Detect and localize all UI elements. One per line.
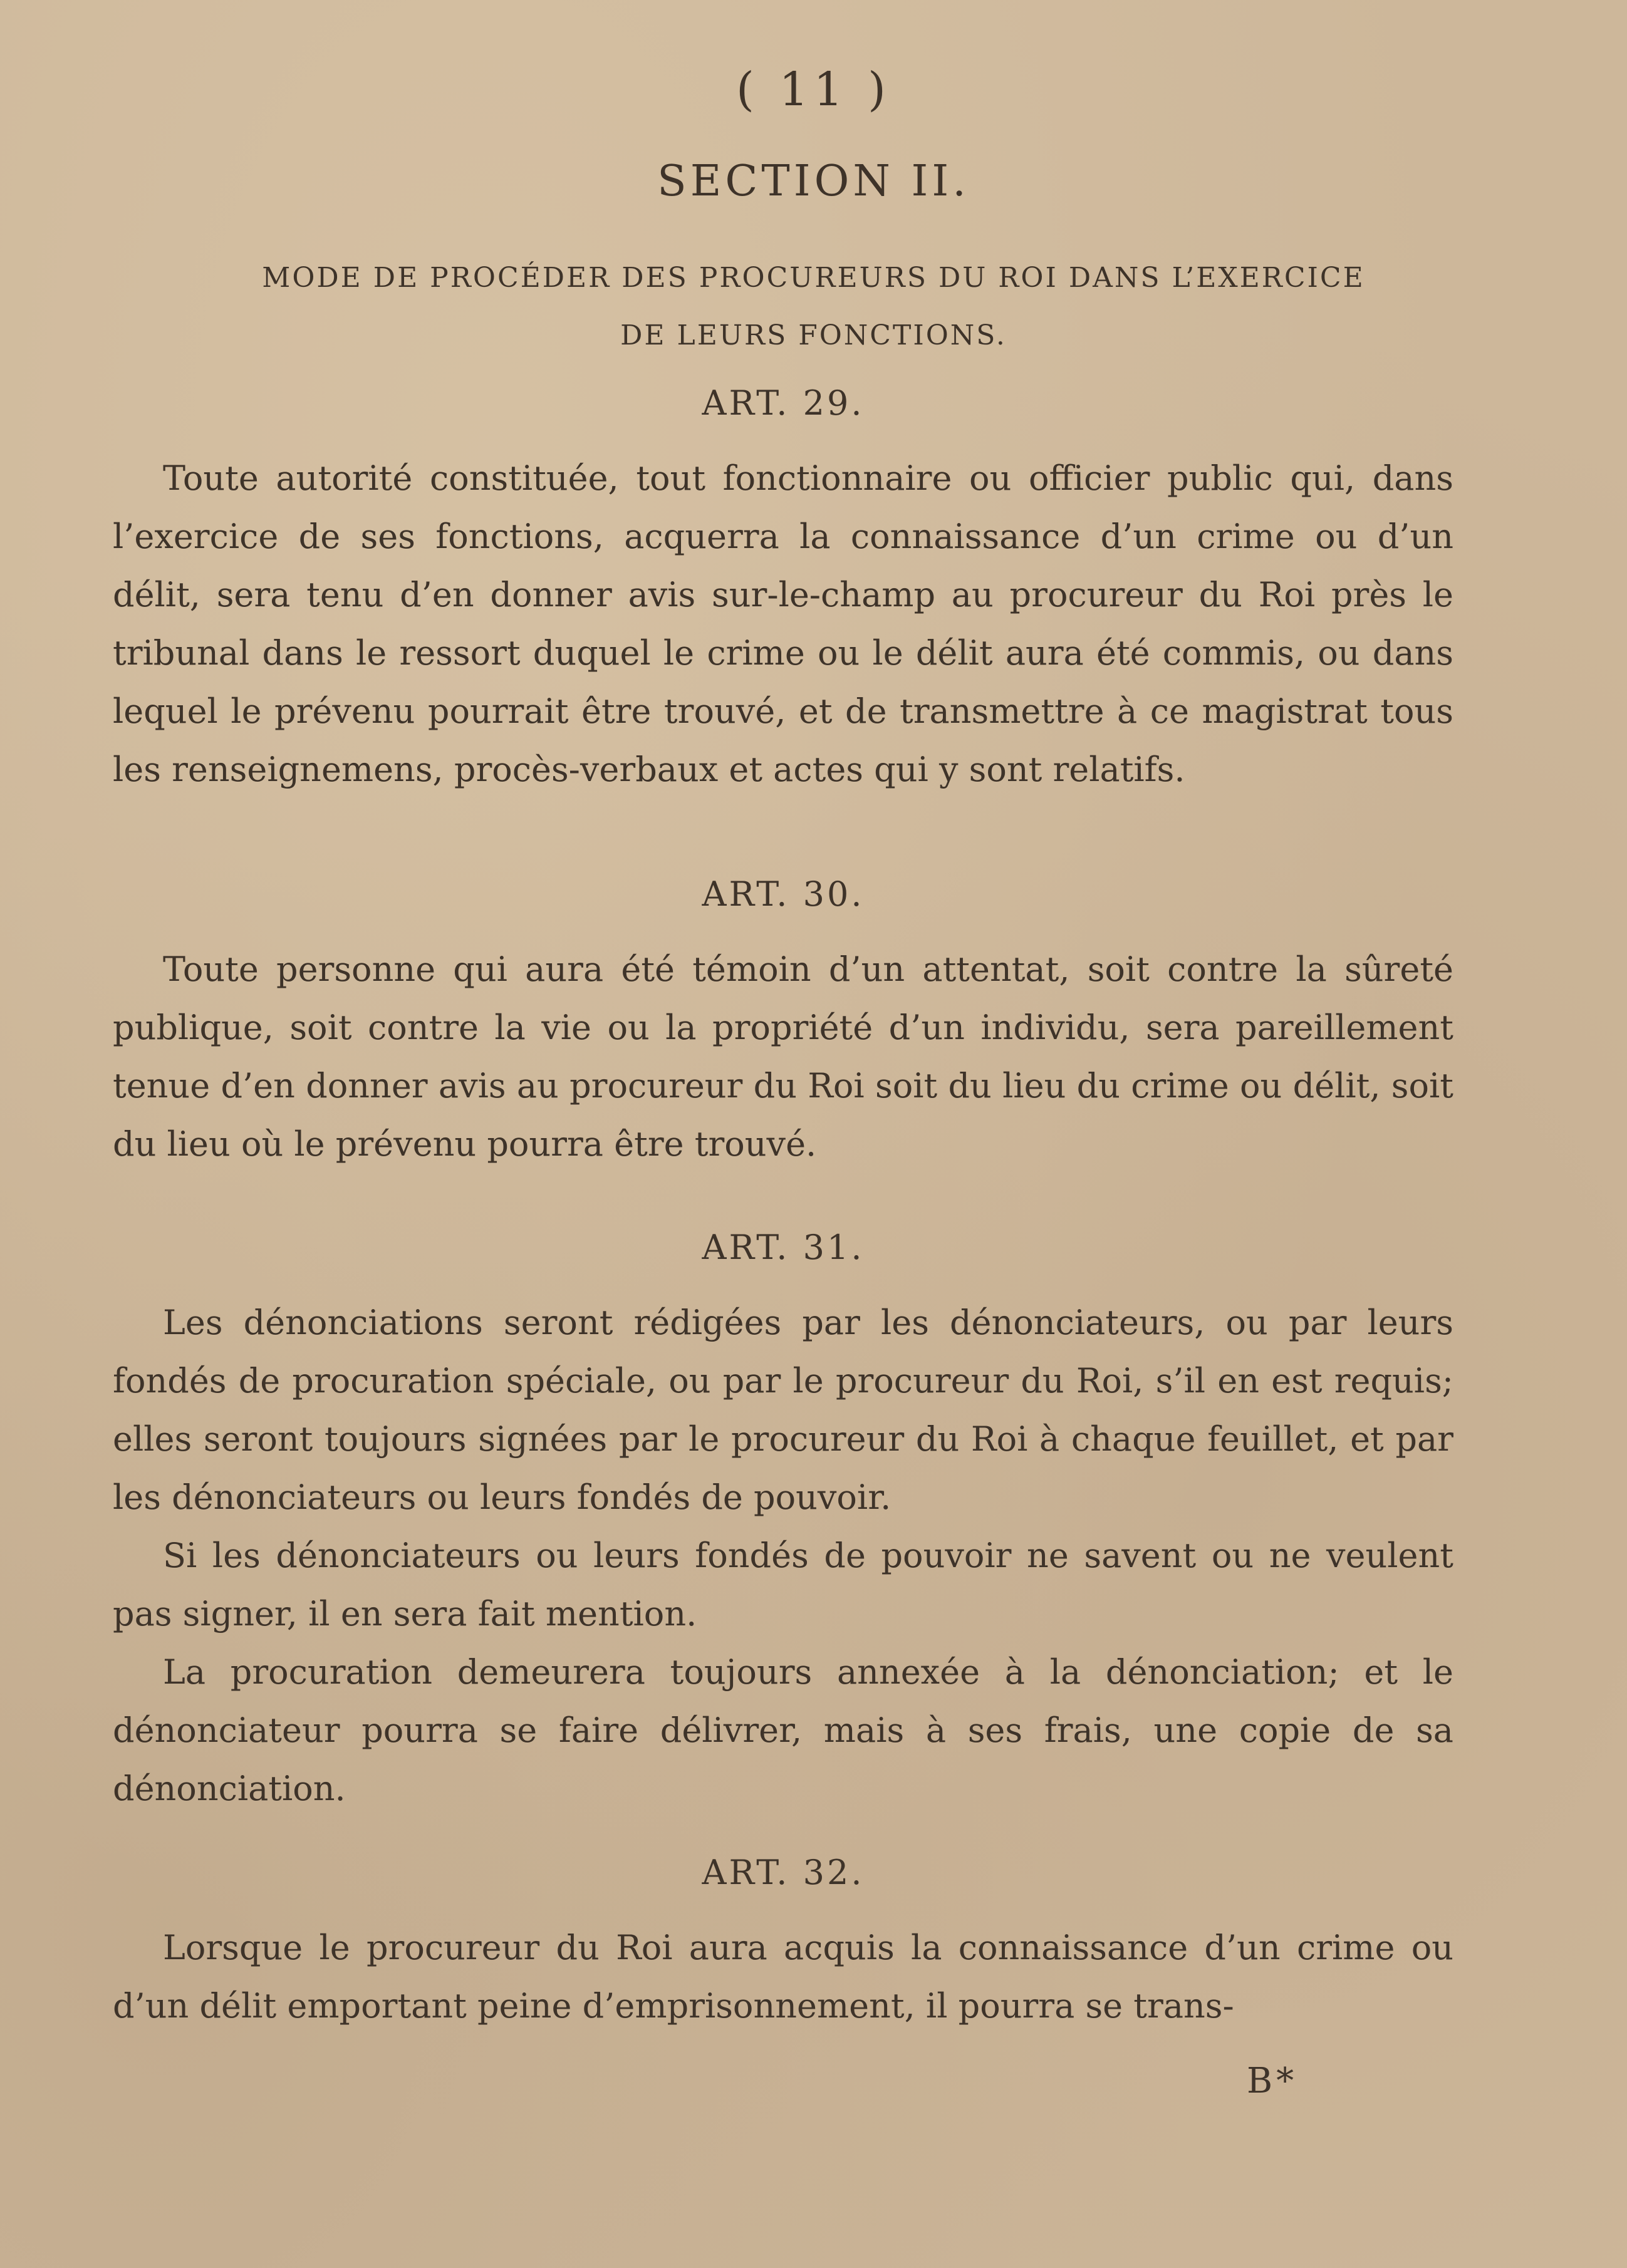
article-30 (113, 874, 1453, 1173)
section-subtitle-line: MODE DE PROCÉDER DES PROCUREURS DU ROI DANS L’EXERCICE (262, 262, 1365, 294)
article-heading: ART. 31. (702, 1228, 865, 1267)
article-31 (113, 1228, 1453, 1818)
article-heading: ART. 32. (702, 1853, 865, 1892)
article-29 (113, 383, 1453, 799)
section-subtitle-line: DE LEURS FONCTIONS. (620, 319, 1007, 351)
signature-mark: B* (1247, 2061, 1298, 2101)
article-paragraph: Toute autorité constituée, tout fonctionnaire ou officier public qui, dans l’exercice de ses fonctions, acquerra la connaissance d’un crime ou d’un délit, sera tenu d’en donner avis sur-le-champ au procureur du Roi près le tribunal dans le ressort duquel le crime ou le délit aura été commis, ou dans lequel le prévenu pourrait être trouvé, et de transmettre à ce magistrat tous les renseignemens, procès-verbaux et actes qui y sont relatifs. (113, 458, 1453, 789)
article-paragraph: Lorsque le procureur du Roi aura acquis la connaissance d’un crime ou d’un délit emportant peine d’emprisonnement, il pourra se trans- (113, 1928, 1453, 2026)
article-paragraph: Si les dénonciateurs ou leurs fondés de pouvoir ne savent ou ne veulent pas signer, il en sera fait mention. (113, 1536, 1453, 1634)
article-paragraph: Toute personne qui aura été témoin d’un attentat, soit contre la sûreté publique, soit contre la vie ou la propriété d’un individu, sera pareillement tenue d’en donner avis au procureur du Roi soit du lieu du crime ou délit, soit du lieu où le prévenu pourra être trouvé. (113, 950, 1453, 1164)
article-heading: ART. 29. (702, 383, 865, 423)
section-title: SECTION II. (657, 157, 970, 206)
page-number: ( 11 ) (736, 63, 891, 117)
article-paragraph: La procuration demeurera toujours annexée à la dénonciation; et le dénonciateur pourra se faire délivrer, mais à ses frais, une copie de sa dénonciation. (113, 1652, 1453, 1808)
article-paragraph: Les dénonciations seront rédigées par les dénonciateurs, ou par leurs fondés de procuration spéciale, ou par le procureur du Roi, s’il en est requis; elles seront toujours signées par le procureur du Roi à chaque feuillet, et par les dénonciateurs ou leurs fondés de pouvoir. (113, 1303, 1453, 1517)
section-subtitle (144, 249, 1483, 365)
article-32 (113, 1853, 1453, 2035)
article-heading: ART. 30. (702, 874, 865, 914)
